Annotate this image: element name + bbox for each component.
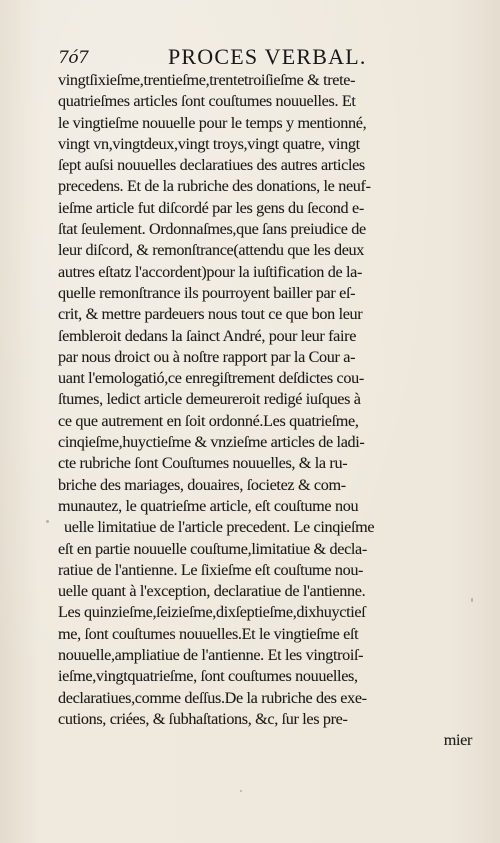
text-line: cte rubriche ſont Couſtumes nouuelles, & la ru- bbox=[58, 454, 348, 473]
catchword: mier bbox=[443, 731, 472, 750]
text-line: precedens. Et de la rubriche des donations, le neuf- bbox=[58, 177, 371, 196]
running-title: PROCES VERBAL. bbox=[168, 44, 367, 69]
text-line: nouuelle,ampliatiue de l'antienne. Et les vingtroiſ- bbox=[58, 646, 364, 665]
text-line: uelle limitatiue de l'article precedent. Le cinqieſme bbox=[64, 518, 375, 537]
text-line: uelle quant à l'exception, declaratiue de l'antienne. bbox=[58, 582, 366, 601]
paper-speck bbox=[471, 598, 473, 602]
text-line: ce que autrement en ſoit ordonné.Les quatrieſme, bbox=[58, 411, 359, 430]
text-line: me, ſont couſtumes nouuelles.Et le vingtieſme eſt bbox=[58, 624, 359, 643]
text-line: cinqieſme,huyctieſme & vnzieſme articles de ladi- bbox=[58, 433, 365, 452]
text-line: munautez, le quatrieſme article, eſt couſtume nou bbox=[58, 496, 359, 515]
text-line: par nous droict ou à noſtre rapport par la Cour a- bbox=[58, 347, 356, 366]
text-line: ſtat ſeulement. Ordonnaſmes,que ſans preiudice de bbox=[58, 220, 366, 239]
text-line: briche des mariages, douaires, ſocietez & com- bbox=[58, 475, 346, 494]
page-number: 7ó7 bbox=[58, 48, 89, 68]
text-line: ſembleroit dedans la ſainct André, pour leur faire bbox=[58, 326, 357, 345]
text-line: declaratiues,comme deſſus.De la rubriche des exe- bbox=[58, 688, 367, 707]
text-line: le vingtieſme nouuelle pour le temps y mentionné, bbox=[58, 113, 367, 132]
text-line: ſtumes, ledict article demeureroit redigé iuſques à bbox=[58, 390, 361, 409]
text-line: quatrieſmes articles ſont couſtumes nouuelles. Et bbox=[58, 92, 356, 111]
paper-speck bbox=[240, 790, 242, 792]
text-line: ratiue de l'antienne. Le ſixieſme eſt couſtume nou- bbox=[58, 560, 364, 579]
text-line: leur diſcord, & remonſtrance(attendu que les deux bbox=[58, 241, 365, 260]
paper-speck bbox=[46, 520, 49, 523]
text-line: crit, & mettre pardeuers nous tout ce que bon leur bbox=[58, 305, 363, 324]
text-line: Les quinzieſme,ſeizieſme,dixſeptieſme,dixhuyctieſ bbox=[58, 603, 366, 622]
text-line: ieſme article fut diſcordé par les gens du ſecond e- bbox=[58, 198, 364, 217]
text-line: vingtſixieſme,trentieſme,trentetroiſieſme & trete- bbox=[58, 71, 356, 89]
text-line: cutions, criées, & ſubhaſtations, &c, ſur les pre- bbox=[58, 709, 348, 728]
text-line: uant l'emologatió,ce enregiſtrement deſdictes cou- bbox=[58, 369, 364, 388]
text-line: ſept auſsi nouuelles declaratiues des autres articles bbox=[58, 156, 365, 175]
text-line: ieſme,vingtquatrieſme, ſont couſtumes nouuelles, bbox=[58, 667, 358, 686]
text-line: eſt en partie nouuelle couſtume,limitatiue & decla- bbox=[58, 539, 367, 558]
page-header bbox=[58, 42, 458, 72]
body-text bbox=[58, 70, 478, 752]
text-line: autres eſtatz l'accordent)pour la iuſtification de la- bbox=[58, 262, 363, 281]
text-line: quelle remonſtrance ils pourroyent bailler par eſ- bbox=[58, 283, 356, 302]
text-line: vingt vn,vingtdeux,vingt troys,vingt quatre, vingt bbox=[58, 134, 360, 153]
